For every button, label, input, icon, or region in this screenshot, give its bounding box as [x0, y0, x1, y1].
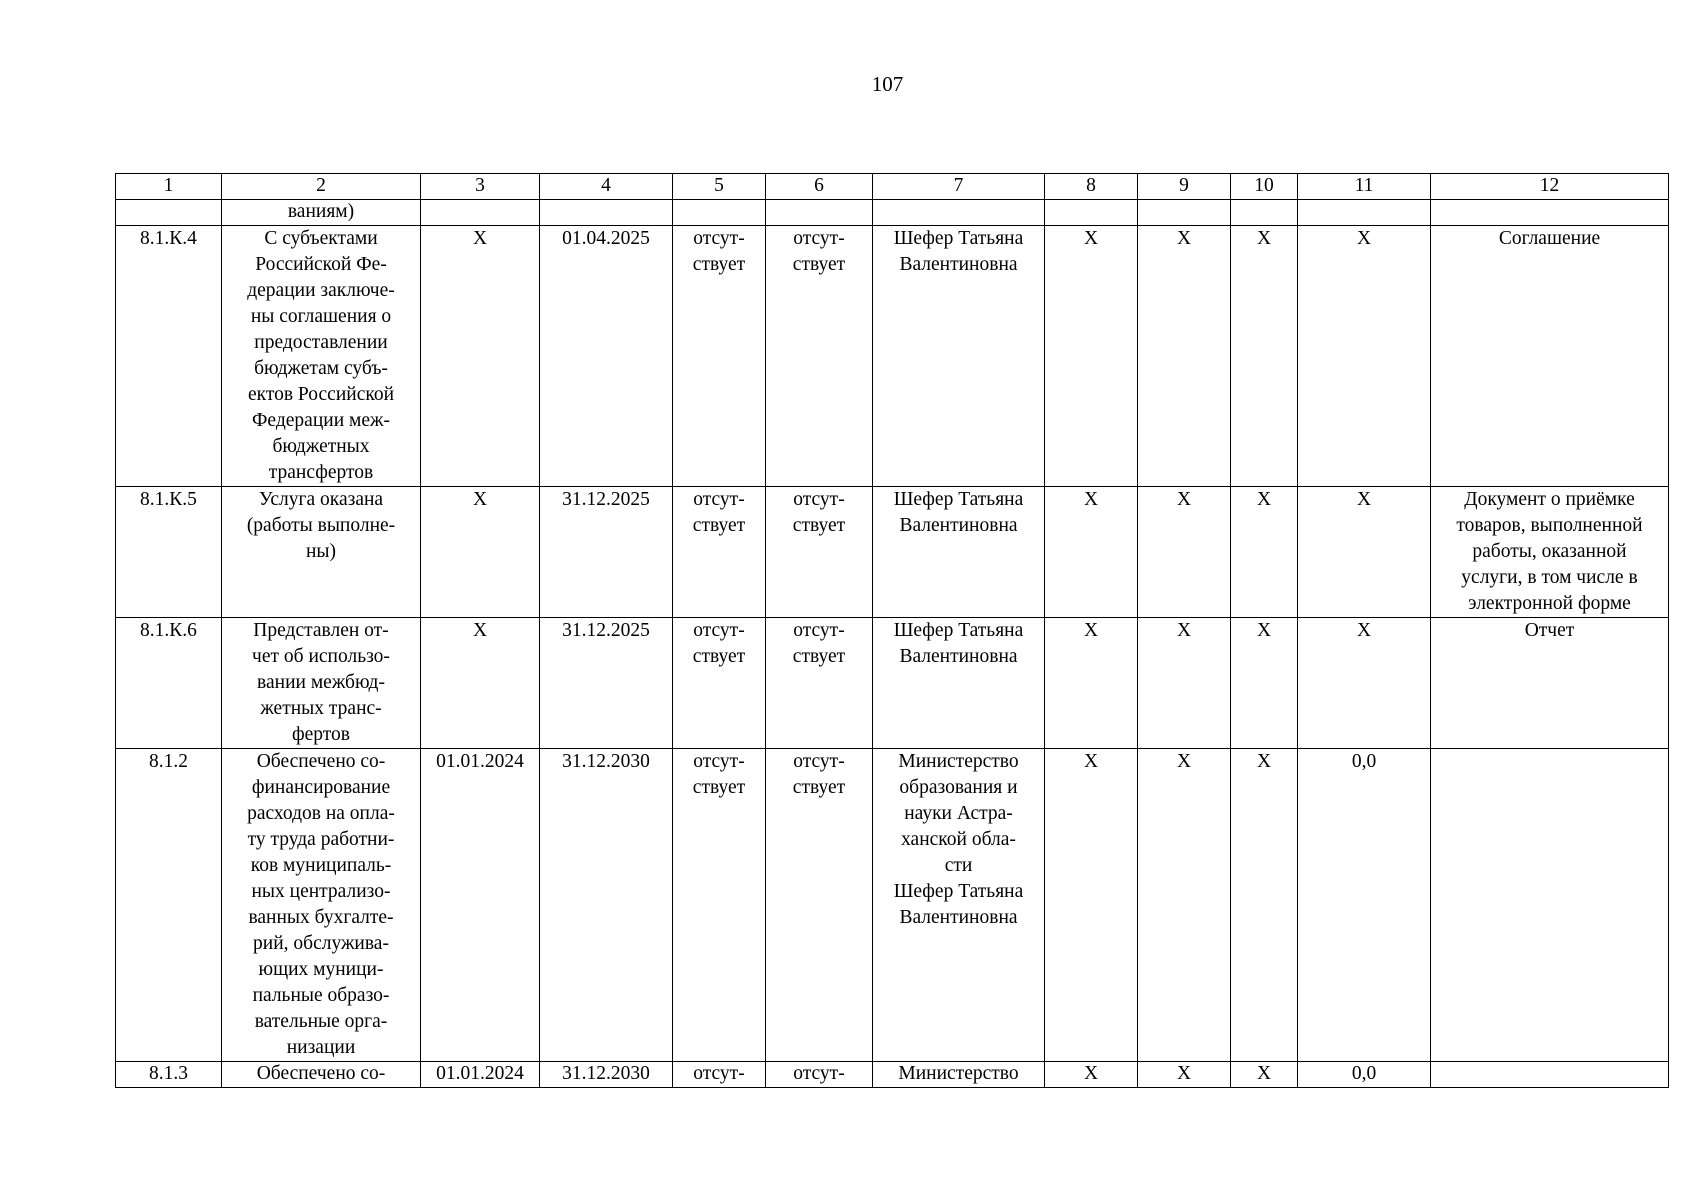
table-cell: X — [1045, 618, 1138, 749]
table-cell: X — [1298, 226, 1431, 487]
column-number: 2 — [222, 174, 421, 200]
column-number: 6 — [766, 174, 873, 200]
table-row — [116, 749, 1669, 1062]
table-cell: X — [1138, 749, 1231, 1062]
description-cell: С субъектами Российской Фе- дерации заключе- ны соглашения о предоставлении бюджетам субъ- ектов Российской Федерации меж- бюджетных трансфертов — [222, 226, 421, 487]
table-cell: 01.01.2024 — [421, 1062, 540, 1088]
column-number: 9 — [1138, 174, 1231, 200]
table-cell: X — [1231, 226, 1298, 487]
table-cell: 0,0 — [1298, 1062, 1431, 1088]
row-number: 8.1.2 — [116, 749, 222, 1062]
table-row — [116, 618, 1669, 749]
column-number: 11 — [1298, 174, 1431, 200]
table-cell: отсут- ствует — [766, 618, 873, 749]
responsible-cell: Шефер Татьяна Валентиновна — [873, 226, 1045, 487]
responsible-cell: Министерство — [873, 1062, 1045, 1088]
table-cell: X — [1138, 226, 1231, 487]
column-number-row — [116, 174, 1669, 200]
column-number: 7 — [873, 174, 1045, 200]
table-cell: 01.01.2024 — [421, 749, 540, 1062]
document-cell: Документ о приёмке товаров, выполненной работы, оказанной услуги, в том числе в электронной форме — [1431, 487, 1669, 618]
table-cell: 31.12.2025 — [540, 487, 673, 618]
column-number: 10 — [1231, 174, 1298, 200]
table-cell: X — [1231, 749, 1298, 1062]
row-number: 8.1.К.6 — [116, 618, 222, 749]
table-cell: 01.04.2025 — [540, 226, 673, 487]
table-cell: X — [1138, 487, 1231, 618]
table-cell: ваниям) — [222, 200, 421, 226]
table-cell: 0,0 — [1298, 749, 1431, 1062]
table-cell: X — [1138, 1062, 1231, 1088]
table-cell: X — [421, 487, 540, 618]
table-cell: X — [1045, 226, 1138, 487]
table-cell: X — [1298, 618, 1431, 749]
table-cell — [421, 200, 540, 226]
responsible-cell: Министерство образования и науки Астра- ханской обла- сти Шефер Татьяна Валентиновна — [873, 749, 1045, 1062]
table-cell: X — [1045, 487, 1138, 618]
row-number: 8.1.3 — [116, 1062, 222, 1088]
table-cell: 31.12.2025 — [540, 618, 673, 749]
table-cell: отсут- ствует — [766, 226, 873, 487]
table-cell: X — [421, 618, 540, 749]
table-cell: X — [1231, 618, 1298, 749]
row-number: 8.1.К.4 — [116, 226, 222, 487]
table-cell — [766, 200, 873, 226]
document-cell: Отчет — [1431, 618, 1669, 749]
page-number: 107 — [871, 72, 904, 96]
column-number: 5 — [673, 174, 766, 200]
column-number: 12 — [1431, 174, 1669, 200]
column-number: 4 — [540, 174, 673, 200]
table-cell: отсут- ствует — [673, 618, 766, 749]
column-number: 1 — [116, 174, 222, 200]
table-cell: отсут- ствует — [766, 487, 873, 618]
table-cell: X — [1138, 618, 1231, 749]
table-cell — [1138, 200, 1231, 226]
table-cell: X — [1231, 487, 1298, 618]
column-number: 3 — [421, 174, 540, 200]
table-row — [116, 226, 1669, 487]
table-cell — [1431, 200, 1669, 226]
table-cell — [1298, 200, 1431, 226]
document-cell — [1431, 749, 1669, 1062]
table-row — [116, 1062, 1669, 1088]
table-cell: отсут- — [673, 1062, 766, 1088]
responsible-cell: Шефер Татьяна Валентиновна — [873, 487, 1045, 618]
table-cell — [1231, 200, 1298, 226]
table-cell: отсут- ствует — [766, 749, 873, 1062]
description-cell: Услуга оказана (работы выполне- ны) — [222, 487, 421, 618]
column-number: 8 — [1045, 174, 1138, 200]
document-cell: Соглашение — [1431, 226, 1669, 487]
table-cell: X — [1231, 1062, 1298, 1088]
table-cell: 31.12.2030 — [540, 749, 673, 1062]
table-cell: 31.12.2030 — [540, 1062, 673, 1088]
document-cell — [1431, 1062, 1669, 1088]
table-cell: X — [1045, 749, 1138, 1062]
row-number: 8.1.К.5 — [116, 487, 222, 618]
table-cell: отсут- ствует — [673, 487, 766, 618]
table-cell: отсут- ствует — [673, 226, 766, 487]
table-cell — [540, 200, 673, 226]
table-cell: X — [1045, 1062, 1138, 1088]
plan-table — [115, 173, 1669, 1088]
table-cell: отсут- — [766, 1062, 873, 1088]
table-cell — [873, 200, 1045, 226]
description-cell: Обеспечено со- — [222, 1062, 421, 1088]
table-cell — [673, 200, 766, 226]
table-row — [116, 487, 1669, 618]
table-cell: отсут- ствует — [673, 749, 766, 1062]
description-cell: Обеспечено со- финансирование расходов на опла- ту труда работни- ков муниципаль- ных централизо- ванных бухгалте- рий, обслужива- ющих муници- пальные образо- вательные орга- низации — [222, 749, 421, 1062]
continuation-row — [116, 200, 1669, 226]
table-cell — [1045, 200, 1138, 226]
table-cell: X — [421, 226, 540, 487]
table-cell: X — [1298, 487, 1431, 618]
description-cell: Представлен от- чет об использо- вании межбюд- жетных транс- фертов — [222, 618, 421, 749]
responsible-cell: Шефер Татьяна Валентиновна — [873, 618, 1045, 749]
table-cell — [116, 200, 222, 226]
